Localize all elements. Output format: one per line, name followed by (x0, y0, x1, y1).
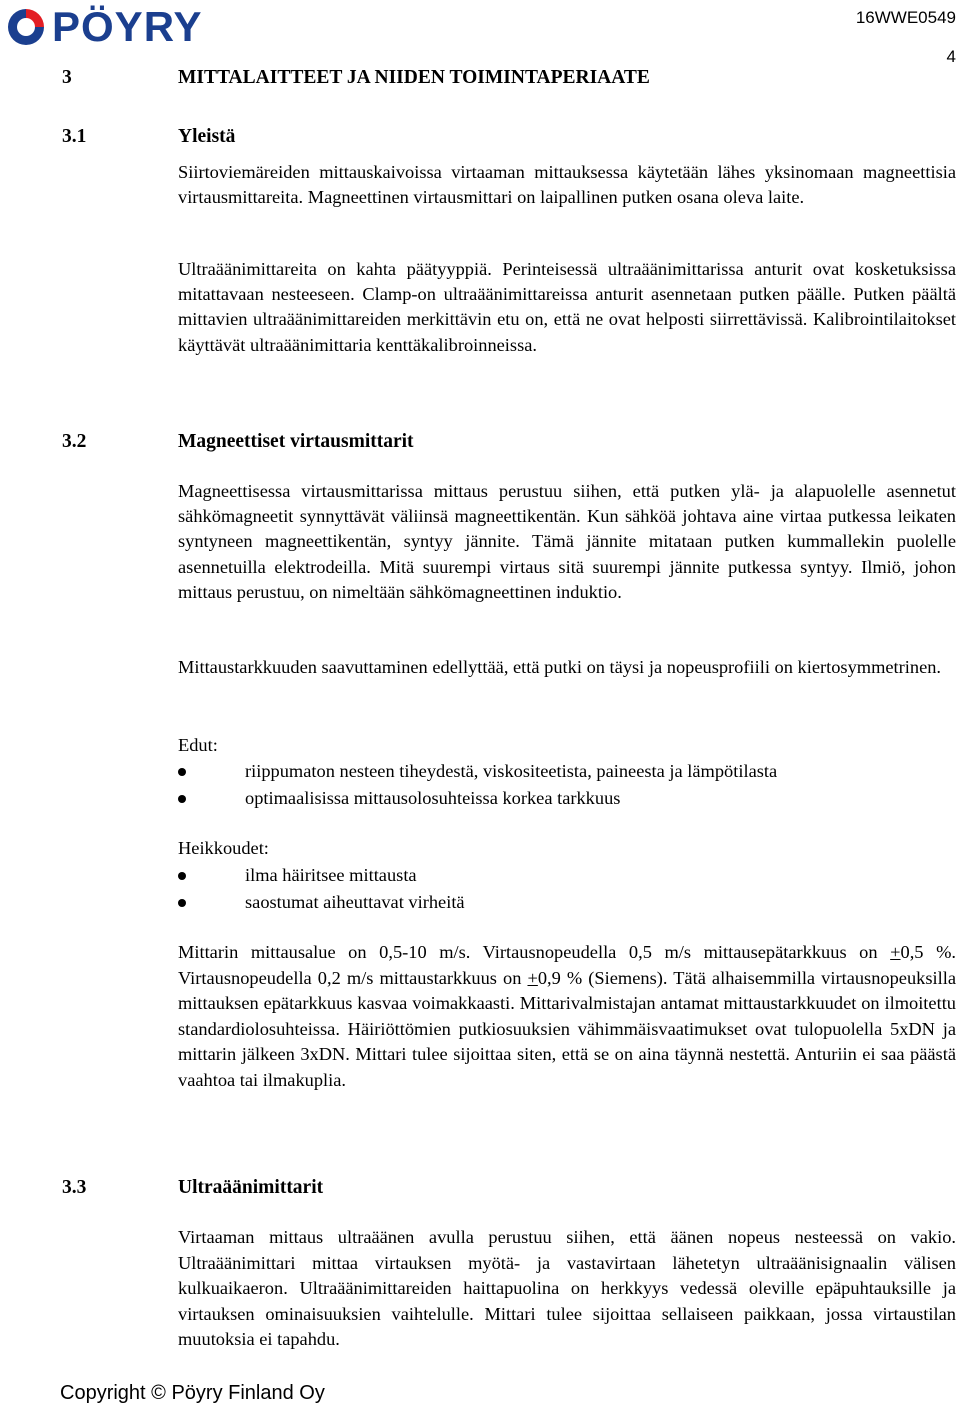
section-number: 3.1 (62, 126, 87, 147)
page-number: 4 (946, 47, 956, 66)
footer-copyright: Copyright © Pöyry Finland Oy (60, 1382, 325, 1404)
document-id: 16WWE0549 (855, 8, 956, 27)
plus-minus-sign: + (527, 967, 538, 988)
section-title: Magneettiset virtausmittarit (178, 431, 414, 452)
plus-minus-sign: + (890, 942, 901, 962)
bullet-icon (178, 899, 186, 907)
section-number: 3.2 (62, 431, 87, 452)
paragraph: Mittarin mittausalue on 0,5-10 m/s. Virtausnopeudella 0,5 m/s mittausepätarkkuus on +0,5 %. Virtausnopeudella 0,2 m/s mittaustarkkuus on +0,9 % (Siemens). Tätä alhaisemmilla virtausnopeuksilla mittauksen epätarkkuus kasvaa voimakkaasti. Mittarivalmistajan antamat mittaustarkkuudet on ilmoitettu standardiolosuhteissa. Häiriöttömien putkiosuuksien vähimmäisvaatimukset ovat tulopuolella 5xDN ja mittarin jälkeen 3xDN. Mittari tulee sijoittaa siten, että se on aina täynnä nestettä. Anturiin ei saa päästä vaahtoa tai ilmakuplia. (178, 942, 956, 1090)
paragraph: Virtaaman mittaus ultraäänen avulla perustuu siihen, että äänen nopeus nesteessä on vakio. Ultraäänimittari mittaa virtauksen myötä- ja vastavirtaan lähetetyn ultraäänisignaalin välisen kulkuaikaeron. Ultraäänimittareiden haittapuolina on herkkyys vedessä oleville epäpuhtauksille ja virtauksen ominaisuuksien vaihtelulle. Mittari tulee sijoittaa sellaiseen paikkaan, jossa virtaustilan muutoksia ei tapahdu. (178, 1227, 956, 1349)
section-title: Yleistä (178, 126, 236, 147)
chapter-title: MITTALAITTEET JA NIIDEN TOIMINTAPERIAATE (178, 67, 650, 88)
chapter-number: 3 (62, 67, 72, 88)
section-title: Ultraäänimittarit (178, 1177, 324, 1198)
poyry-emblem-icon (4, 5, 48, 49)
paragraph: Magneettisessa virtausmittarissa mittaus perustuu siihen, että putken ylä- ja alapuolelle asennetut sähkömagneetit synnyttävät väliinsä magneettikentän. Kun sähköä johtava aine virtaa putkessa leikaten syntyneen magneettikentän, syntyy jännite. Tämä jännite mitataan putken kummallekin puolelle asennetuilla elektrodeilla. Mitä suurempi virtaus sitä suurempi jännite putkessa syntyy. Ilmiö, johon mittaus perustuu, on nimeltään sähkömagneettinen induktio. (178, 481, 956, 602)
company-logo (4, 4, 202, 50)
pros-label: Edut: (178, 735, 218, 755)
bullet-icon (178, 872, 186, 880)
section-number: 3.3 (62, 1177, 87, 1198)
cons-label: Heikkoudet: (178, 838, 269, 858)
bullet-icon (178, 768, 186, 776)
bullet-icon (178, 795, 186, 803)
paragraph: Ultraäänimittareita on kahta päätyyppiä. Perinteisessä ultraäänimittarissa anturit ovat kosketuksissa mitattavaan nesteeseen. Clamp-on ultraäänimittareissa anturit asennetaan putken päälle. Putken päältä mittavien ultraäänimittareiden merkittävin etu on, että ne ovat helposti siirrettävissä. Kalibrointilaitokset käyttävät ultraäänimittaria kenttäkalibroinneissa. (178, 259, 956, 355)
logo-wordmark: PÖYRY (52, 3, 203, 50)
paragraph: Mittaustarkkuuden saavuttaminen edellyttää, että putki on täysi ja nopeusprofiili on kiertosymmetrinen. (178, 657, 942, 677)
paragraph: Siirtoviemäreiden mittauskaivoissa virtaaman mittauksessa käytetään lähes yksinomaan magneettisia virtausmittareita. Magneettinen virtausmittari on laipallinen putken osana oleva laite. (178, 162, 956, 208)
